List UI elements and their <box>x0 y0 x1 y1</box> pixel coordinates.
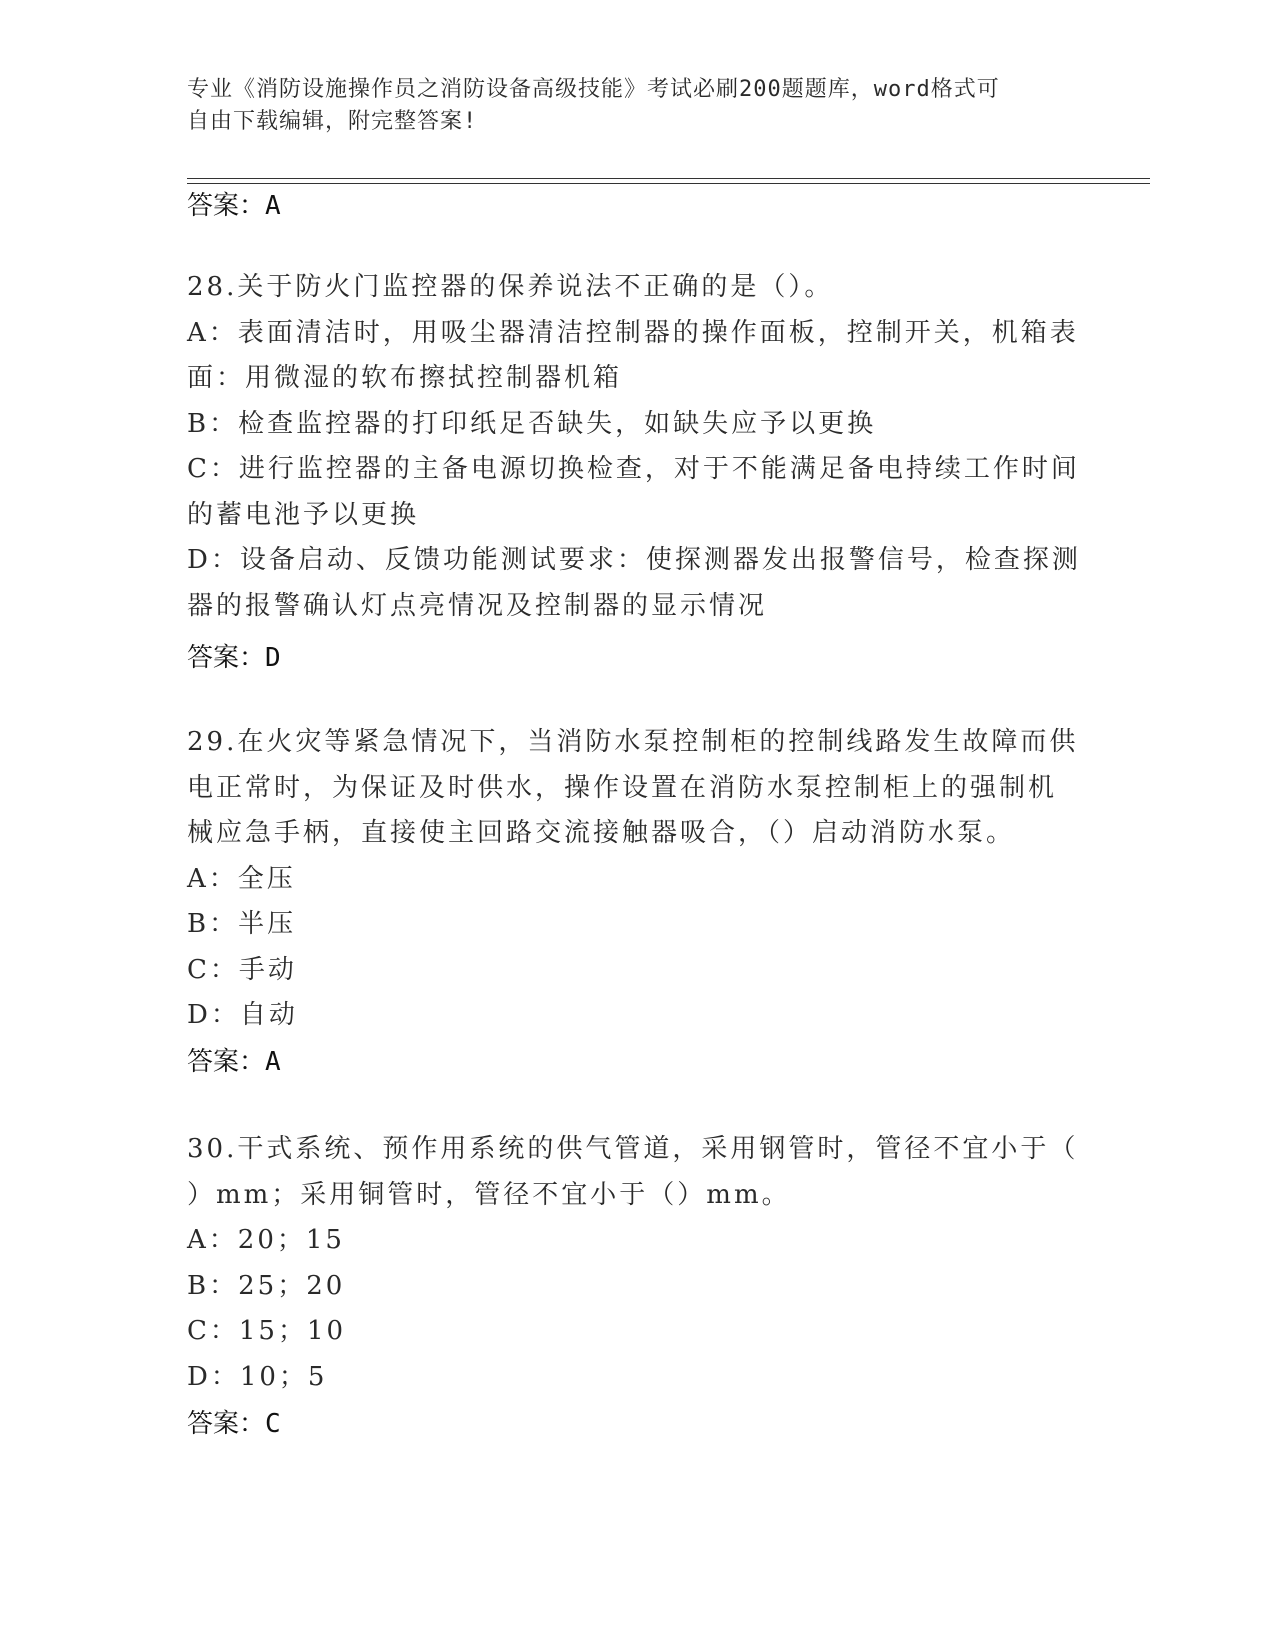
question-stem-line-2: ）mm；采用铜管时，管径不宜小于（）mm。 <box>187 1179 791 1210</box>
option-a: A：20；15 <box>187 1225 345 1255</box>
question-29-block <box>187 720 1087 1039</box>
option-a: A：全压 <box>187 863 296 894</box>
question-30-block <box>187 1127 1087 1400</box>
previous-answer: 答案：A <box>187 191 281 221</box>
question-stem-line-2: 电正常时，为保证及时供水，操作设置在消防水泵控制柜上的强制机 <box>187 772 1058 803</box>
option-b: B：半压 <box>187 909 297 939</box>
question-28-block <box>187 265 1087 629</box>
option-d-line-1: D：设备启动、反馈功能测试要求：使探测器发出报警信号，检查探测 <box>187 545 1081 575</box>
header-line-1: 专业《消防设施操作员之消防设备高级技能》考试必刷200题题库，word格式可 <box>187 77 1000 102</box>
option-d: D：10；5 <box>187 1361 328 1392</box>
option-c: C：15；10 <box>187 1316 347 1346</box>
question-30-answer: 答案：C <box>187 1409 281 1439</box>
header-divider-top <box>187 178 1150 179</box>
option-c-line-1: C：进行监控器的主备电源切换检查，对于不能满足备电持续工作时间 <box>187 454 1080 484</box>
header-line-2: 自由下载编辑，附完整答案! <box>187 109 478 134</box>
page-header <box>187 74 1067 138</box>
option-a-line-1: A：表面清洁时，用吸尘器清洁控制器的操作面板，控制开关，机箱表 <box>187 317 1079 348</box>
option-d: D：自动 <box>187 1000 298 1030</box>
option-c: C：手动 <box>187 954 297 985</box>
header-divider-bottom <box>187 183 1150 184</box>
question-28-answer: 答案：D <box>187 643 281 673</box>
question-stem: 28.关于防火门监控器的保养说法不正确的是（）。 <box>187 272 834 302</box>
option-b: B：检查监控器的打印纸足否缺失，如缺失应予以更换 <box>187 408 877 439</box>
option-c-line-2: 的蓄电池予以更换 <box>187 499 420 530</box>
question-stem-line-1: 30.干式系统、预作用系统的供气管道，采用钢管时，管径不宜小于（ <box>187 1134 1079 1164</box>
option-a-line-2: 面：用微湿的软布擦拭控制器机箱 <box>187 363 623 393</box>
option-b: B：25；20 <box>187 1270 346 1301</box>
question-stem-line-1: 29.在火灾等紧急情况下，当消防水泵控制柜的控制线路发生故障而供 <box>187 727 1079 757</box>
question-29-answer: 答案：A <box>187 1047 281 1077</box>
question-stem-line-3: 械应急手柄，直接使主回路交流接触器吸合，（）启动消防水泵。 <box>187 818 1016 848</box>
option-d-line-2: 器的报警确认灯点亮情况及控制器的显示情况 <box>187 590 768 621</box>
